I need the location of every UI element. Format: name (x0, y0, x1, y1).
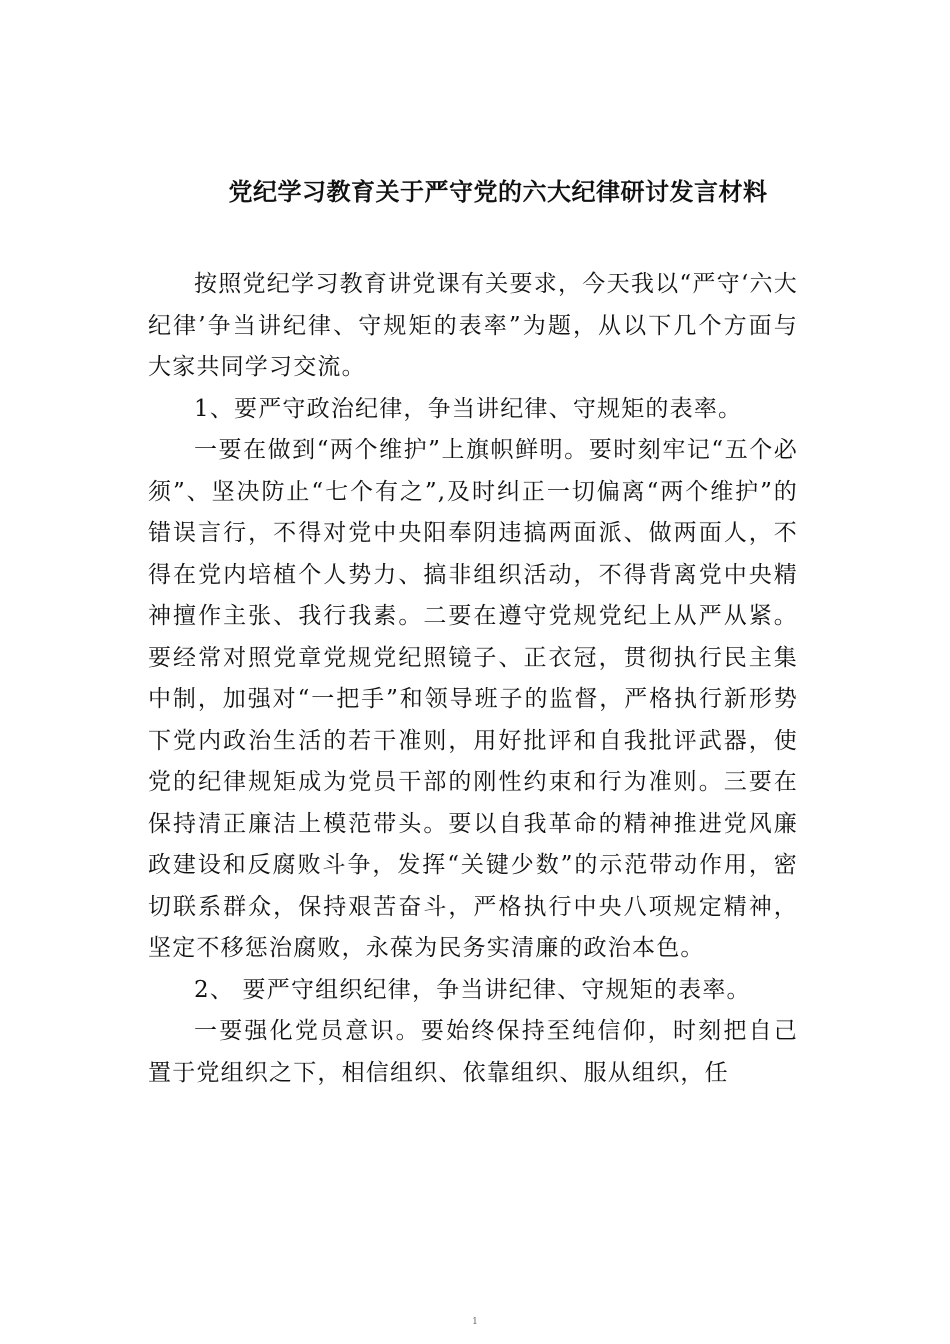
paragraph-organizational-discipline: 一要强化党员意识。要始终保持至纯信仰，时刻把自己置于党组织之下，相信组织、依靠组织、服从组织，任 (148, 1018, 798, 1086)
paragraph-heading-2: 2、 要严守组织纪律，争当讲纪律、守规矩的表率。 (194, 976, 751, 1003)
document-title: 党纪学习教育关于严守党的六大纪律研讨发言材料 (228, 178, 768, 206)
page-number: 1 (472, 1317, 478, 1327)
document-body (148, 264, 798, 1094)
paragraph-heading-1: 1、要严守政治纪律，争当讲纪律、守规矩的表率。 (194, 395, 743, 422)
paragraph-political-discipline: 一要在做到“两个维护”上旗帜鲜明。要时刻牢记“五个必须”、坚决防止“七个有之”,及时纠正一切偏离“两个维护”的错误言行，不得对党中央阳奉阴违搞两面派、做两面人，不得在党内培植个人势力、搞非组织活动，不得背离党中央精神擅作主张、我行我素。二要在遵守党规党纪上从严从紧。要经常对照党章党规党纪照镜子、正衣冠，贯彻执行民主集中制，加强对“一把手”和领导班子的监督，严格执行新形势下党内政治生活的若干准则，用好批评和自我批评武器，使党的纪律规矩成为党员干部的刚性约束和行为准则。三要在保持清正廉洁上模范带头。要以自我革命的精神推进党风廉政建设和反腐败斗争，发挥“关键少数”的示范带动作用，密切联系群众，保持艰苦奋斗，严格执行中央八项规定精神，坚定不移惩治腐败，永葆为民务实清廉的政治本色。 (148, 437, 798, 961)
paragraph-intro: 按照党纪学习教育讲党课有关要求，今天我以“严守‘六大纪律’争当讲纪律、守规矩的表率”为题，从以下几个方面与大家共同学习交流。 (148, 271, 798, 380)
